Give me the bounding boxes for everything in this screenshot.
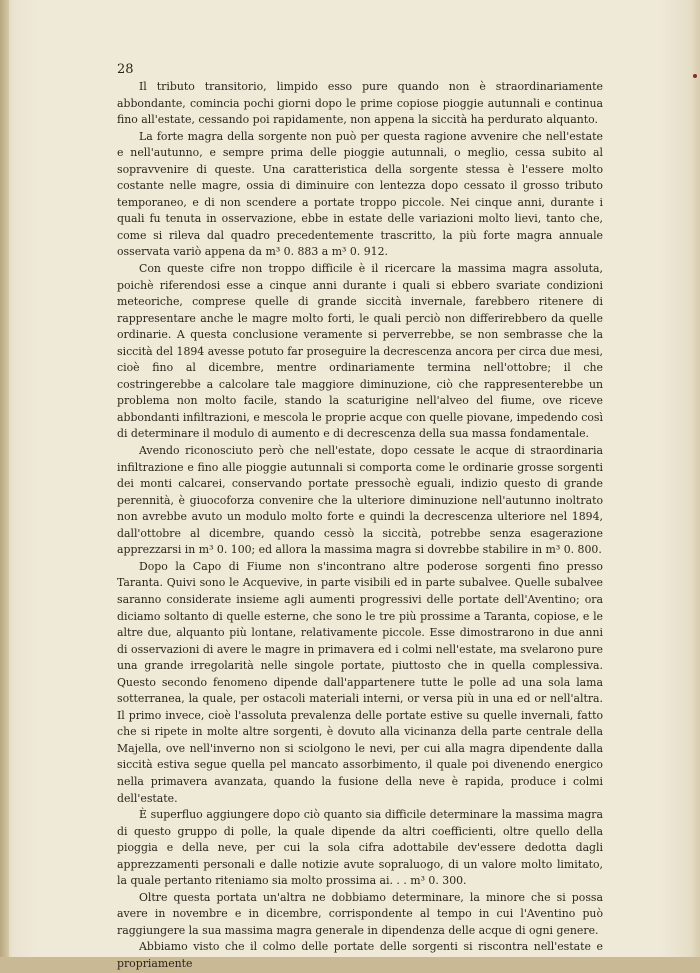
paragraph-1: Il tributo transitorio, limpido esso pure quando non è straordinariamente abbondante, comincia pochi giorni dopo le prime copiose pioggie autunnali e continua fino all'estate, cessando poi rapidamente, non appena la siccità ha perdurato alquanto. — [117, 80, 603, 127]
margin-mark — [693, 74, 697, 78]
paragraph-2: La forte magra della sorgente non può per questa ragione avvenire che nell'estate e nell'autunno, e sempre prima delle pioggie autunnali, o meglio, cessa subito al sopravvenire di queste. Una caratteristica della sorgente stessa è l'essere molto costante nelle magre, ossia di diminuire con lentezza dopo cessato il grosso tributo temporaneo, e di non scendere a portate troppo piccole. Nei cinque anni, durante i quali fu tenuta in osservazione, ebbe in estate delle variazioni molto lievi, tanto che, come si rileva dal quadro precedentemente trascritto, la più forte magra annuale osservata variò appena da m³ 0. 883 a m³ 0. 912. — [117, 129, 603, 259]
paragraph-4: Avendo riconosciuto però che nell'estate, dopo cessate le acque di straordinaria infiltrazione e fino alle pioggie autunnali si comporta come le ordinarie grosse sorgenti dei monti calcarei, conservando portate pressochè eguali, indizio questo di grande perennità, è giuocoforza convenire che la ulteriore diminuzione nell'autunno inoltrato non avrebbe avuto un modulo molto forte e quindi la decrescenza ulteriore nel 1894, dall'ottobre al dicembre, quando cessò la siccità, potrebbe senza esagerazione apprezzarsi in m³ 0. 100; ed allora la massima magra si dovrebbe stabilire in m³ 0. 800. — [117, 444, 603, 557]
paragraph-8: Abbiamo visto che il colmo delle portate delle sorgenti si riscontra nell'estate e propriamente — [117, 940, 603, 970]
paragraph-5: Dopo la Capo di Fiume non s'incontrano altre poderose sorgenti fino presso Taranta. Quivi sono le Acquevive, in parte visibili ed in parte subalvee. Quelle subalvee saranno considerate insieme agli aumenti progressivi delle portate dell'Aventino; ora diciamo soltanto di quelle esterne, che sono le tre più prossime a Taranta, copiose, e le altre due, alquanto più lontane, relativamente piccole. Esse dimostrarono in due anni di osservazioni di avere le magre in primavera ed i colmi nell'estate, ma svelarono pure una grande irregolarità nelle singole portate, piuttosto che in quella complessiva. Questo secondo fenomeno dipende dall'appartenere tutte le polle ad una sola lama sotterranea, la quale, per ostacoli materiali interni, or versa più in una ed or nell'altra. Il primo invece, cioè l'assoluta prevalenza delle portate estive su quelle invernali, fatto che si ripete in molte altre sorgenti, è dovuto alla vicinanza della parte centrale della Majella, ove nell'inverno non si sciolgono le nevi, per cui alla magra dipendente dalla siccità estiva segue quella pel mancato assorbimento, il quale poi divenendo energico nella primavera avanzata, quando la fusione della neve è rapida, produce i colmi dell'estate. — [117, 559, 603, 805]
body-text — [117, 79, 603, 973]
page-number: 28 — [117, 62, 134, 77]
binding-edge — [0, 0, 9, 957]
paragraph-3: Con queste cifre non troppo difficile è il ricercare la massima magra assoluta, poichè riferendosi esse a cinque anni durante i quali si ebbero svariate condizioni meteoriche, comprese quelle di grande siccità invernale, farebbero ritenere di rappresentare anche le magre molto forti, le quali perciò non differirebbero da quelle ordinarie. A questa conclusione veramente si perverrebbe, se non sembrasse che la siccità del 1894 avesse potuto far proseguire la decrescenza ancora per circa due mesi, cioè fino al dicembre, mentre ordinariamente termina nell'ottobre; il che costringerebbe a calcolare tale maggiore diminuzione, ciò che rappresenterebbe un problema non molto facile, stando la scaturigine nell'alveo del fiume, ove riceve abbondanti infiltrazioni, e mescola le proprie acque con quelle piovane, impedendo così di determinare il modulo di aumento e di decrescenza della sua massa fondamentale. — [117, 262, 603, 441]
paragraph-7: Oltre questa portata un'altra ne dobbiamo determinare, la minore che si possa avere in novembre e in dicembre, corrispondente al tempo in cui l'Aventino può raggiungere la sua massima magra generale in dipendenza delle acque di ogni genere. — [117, 890, 603, 937]
paragraph-6: È superfluo aggiungere dopo ciò quanto sia difficile determinare la massima magra di questo gruppo di polle, la quale dipende da altri coefficienti, oltre quello della pioggia e della neve, per cui la sola cifra adottabile dev'essere dedotta dagli apprezzamenti personali e dalle notizie avute sopraluogo, di un valore molto limitato, la quale pertanto riteniamo sia molto prossima ai. . . m³ 0. 300. — [117, 808, 603, 888]
